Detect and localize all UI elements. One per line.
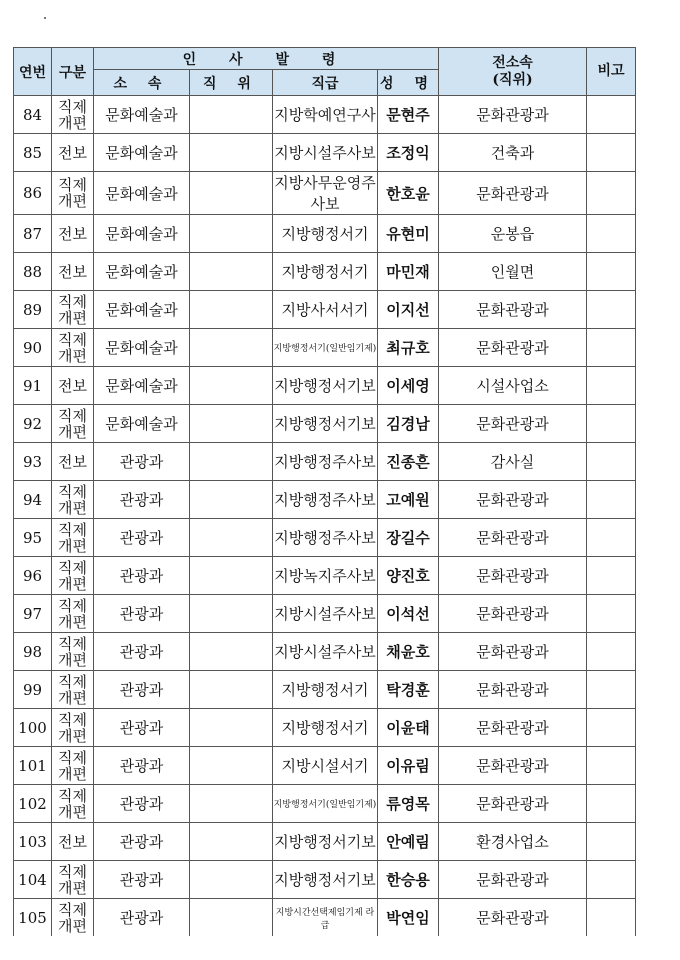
row-remark: [587, 633, 636, 671]
row-remark: [587, 823, 636, 861]
row-seq: 99: [14, 671, 52, 709]
row-grade: 지방행정주사보: [273, 481, 378, 519]
row-kind-line: 개편: [58, 612, 87, 631]
row-grade: 지방행정서기보: [273, 861, 378, 899]
row-kind-line: 전보: [58, 452, 87, 471]
row-remark: [587, 443, 636, 481]
row-remark: [587, 405, 636, 443]
row-unit: 관광과: [94, 709, 190, 747]
row-remark: [587, 861, 636, 899]
row-previous-unit: 문화관광과: [439, 405, 587, 443]
table-row: [14, 595, 636, 633]
row-name: 이세영: [378, 367, 439, 405]
header-seq: 연번: [14, 48, 52, 96]
row-remark: [587, 253, 636, 291]
row-position: [190, 633, 273, 671]
row-unit: 관광과: [94, 823, 190, 861]
row-name: 이지선: [378, 291, 439, 329]
row-seq: 94: [14, 481, 52, 519]
row-position: [190, 557, 273, 595]
row-previous-unit: 인월면: [439, 253, 587, 291]
row-name: 조정익: [378, 134, 439, 172]
row-previous-unit: 문화관광과: [439, 671, 587, 709]
row-position: [190, 291, 273, 329]
row-position: [190, 96, 273, 134]
row-seq: 103: [14, 823, 52, 861]
row-kind-line: 개편: [58, 726, 87, 745]
row-seq: 86: [14, 172, 52, 215]
row-seq: 97: [14, 595, 52, 633]
table-row: [14, 291, 636, 329]
row-name: 이유림: [378, 747, 439, 785]
row-kind-line: 직제: [58, 748, 87, 767]
row-grade: 지방행정서기보: [273, 823, 378, 861]
row-remark: [587, 215, 636, 253]
header-position: 직 위: [190, 70, 273, 96]
row-name: 박연임: [378, 899, 439, 937]
row-kind: [52, 595, 94, 633]
row-previous-unit: 감사실: [439, 443, 587, 481]
row-remark: [587, 747, 636, 785]
table-row: [14, 709, 636, 747]
row-kind-line: 개편: [58, 536, 87, 555]
row-kind-line: 전보: [58, 143, 87, 162]
row-kind-line: 개편: [58, 802, 87, 821]
row-name: 장길수: [378, 519, 439, 557]
row-remark: [587, 519, 636, 557]
row-unit: 문화예술과: [94, 329, 190, 367]
row-seq: 87: [14, 215, 52, 253]
row-unit: 문화예술과: [94, 291, 190, 329]
row-kind: [52, 134, 94, 172]
row-kind-line: 개편: [58, 650, 87, 669]
row-kind-line: 직제: [58, 710, 87, 729]
row-position: [190, 823, 273, 861]
row-previous-unit: 문화관광과: [439, 899, 587, 937]
row-remark: [587, 481, 636, 519]
row-kind: [52, 861, 94, 899]
row-name: 류영목: [378, 785, 439, 823]
row-remark: [587, 291, 636, 329]
row-kind-line: 전보: [58, 262, 87, 281]
row-position: [190, 253, 273, 291]
row-position: [190, 481, 273, 519]
row-previous-unit: 문화관광과: [439, 96, 587, 134]
table-row: [14, 172, 636, 215]
row-grade: 지방행정서기보: [273, 367, 378, 405]
row-grade: 지방행정주사보: [273, 519, 378, 557]
table-row: [14, 899, 636, 937]
row-kind: [52, 899, 94, 937]
row-position: [190, 134, 273, 172]
row-seq: 84: [14, 96, 52, 134]
row-previous-unit: 문화관광과: [439, 172, 587, 215]
row-name: 고예원: [378, 481, 439, 519]
row-kind: [52, 747, 94, 785]
row-kind-line: 개편: [58, 498, 87, 517]
row-seq: 98: [14, 633, 52, 671]
row-kind-line: 개편: [58, 308, 87, 327]
table-row: [14, 253, 636, 291]
row-remark: [587, 671, 636, 709]
row-previous-unit: 문화관광과: [439, 861, 587, 899]
row-name: 진종흔: [378, 443, 439, 481]
row-kind-line: 직제: [58, 97, 87, 116]
row-kind-line: 개편: [58, 916, 87, 935]
row-previous-unit: 시설사업소: [439, 367, 587, 405]
row-kind: [52, 519, 94, 557]
row-kind: [52, 329, 94, 367]
row-previous-unit: 문화관광과: [439, 557, 587, 595]
row-unit: 관광과: [94, 785, 190, 823]
table-row: [14, 329, 636, 367]
row-seq: 85: [14, 134, 52, 172]
row-position: [190, 367, 273, 405]
row-unit: 문화예술과: [94, 96, 190, 134]
row-previous-unit: 문화관광과: [439, 329, 587, 367]
row-position: [190, 405, 273, 443]
row-kind: [52, 96, 94, 134]
row-kind: [52, 367, 94, 405]
row-grade: 지방행정서기: [273, 709, 378, 747]
row-kind: [52, 172, 94, 215]
row-kind-line: 전보: [58, 224, 87, 243]
row-name: 최규호: [378, 329, 439, 367]
row-kind-line: 직제: [58, 596, 87, 615]
row-kind-line: 직제: [58, 558, 87, 577]
row-kind: [52, 785, 94, 823]
row-seq: 102: [14, 785, 52, 823]
row-kind-line: 개편: [58, 688, 87, 707]
table-row: [14, 823, 636, 861]
row-grade: 지방시간선택제임기제 라급: [273, 899, 378, 937]
row-grade: 지방학예연구사: [273, 96, 378, 134]
row-seq: 91: [14, 367, 52, 405]
table-row: [14, 557, 636, 595]
row-position: [190, 785, 273, 823]
row-kind-line: 개편: [58, 574, 87, 593]
row-grade: 지방행정서기: [273, 215, 378, 253]
row-kind-line: 전보: [58, 832, 87, 851]
table-row: [14, 367, 636, 405]
header-kind: 구분: [52, 48, 94, 96]
row-kind-line: 직제: [58, 786, 87, 805]
row-seq: 88: [14, 253, 52, 291]
row-kind: [52, 671, 94, 709]
row-kind: [52, 405, 94, 443]
row-kind: [52, 253, 94, 291]
row-remark: [587, 134, 636, 172]
row-grade: 지방행정서기: [273, 253, 378, 291]
row-name: 김경남: [378, 405, 439, 443]
row-kind-line: 직제: [58, 900, 87, 919]
row-grade: 지방행정서기: [273, 671, 378, 709]
row-remark: [587, 96, 636, 134]
row-kind: [52, 823, 94, 861]
row-unit: 문화예술과: [94, 367, 190, 405]
row-kind: [52, 215, 94, 253]
row-unit: 관광과: [94, 633, 190, 671]
row-kind-line: 직제: [58, 482, 87, 501]
row-name: 한호윤: [378, 172, 439, 215]
row-position: [190, 595, 273, 633]
row-seq: 100: [14, 709, 52, 747]
row-kind-line: 직제: [58, 292, 87, 311]
row-previous-unit: 문화관광과: [439, 481, 587, 519]
row-name: 유현미: [378, 215, 439, 253]
row-grade: 지방행정서기(일반임기제): [273, 785, 378, 823]
row-grade: 지방사서서기: [273, 291, 378, 329]
personnel-table: [13, 47, 636, 936]
row-remark: [587, 899, 636, 937]
row-unit: 관광과: [94, 557, 190, 595]
row-remark: [587, 329, 636, 367]
table-row: [14, 785, 636, 823]
row-kind: [52, 709, 94, 747]
row-kind: [52, 291, 94, 329]
row-name: 이윤태: [378, 709, 439, 747]
row-name: 양진호: [378, 557, 439, 595]
row-remark: [587, 709, 636, 747]
header-remarks: 비고: [587, 48, 636, 96]
row-name: 한승용: [378, 861, 439, 899]
row-unit: 문화예술과: [94, 215, 190, 253]
row-name: 이석선: [378, 595, 439, 633]
row-kind: [52, 481, 94, 519]
table-row: [14, 96, 636, 134]
row-unit: 문화예술과: [94, 172, 190, 215]
row-kind-line: 개편: [58, 764, 87, 783]
row-unit: 관광과: [94, 519, 190, 557]
row-seq: 101: [14, 747, 52, 785]
row-position: [190, 671, 273, 709]
scan-speck: [44, 17, 46, 19]
header-previous-unit-line2: (직위): [492, 71, 533, 88]
table-row: [14, 443, 636, 481]
row-seq: 90: [14, 329, 52, 367]
header-appointment-group: 인 사 발 령: [94, 48, 439, 70]
row-position: [190, 172, 273, 215]
row-name: 마민재: [378, 253, 439, 291]
row-unit: 관광과: [94, 899, 190, 937]
table-row: [14, 747, 636, 785]
header-grade: 직급: [273, 70, 378, 96]
row-previous-unit: 환경사업소: [439, 823, 587, 861]
row-position: [190, 329, 273, 367]
table-row: [14, 861, 636, 899]
row-name: 채윤호: [378, 633, 439, 671]
row-grade: 지방시설서기: [273, 747, 378, 785]
row-unit: 관광과: [94, 747, 190, 785]
row-kind-line: 직제: [58, 862, 87, 881]
row-position: [190, 519, 273, 557]
row-grade: 지방사무운영주사보: [273, 172, 378, 215]
row-kind-line: 개편: [58, 346, 87, 365]
row-previous-unit: 운봉읍: [439, 215, 587, 253]
table-row: [14, 481, 636, 519]
row-kind-line: 개편: [58, 878, 87, 897]
row-previous-unit: 건축과: [439, 134, 587, 172]
row-position: [190, 899, 273, 937]
row-kind-line: 직제: [58, 520, 87, 539]
table-row: [14, 134, 636, 172]
row-previous-unit: 문화관광과: [439, 595, 587, 633]
row-grade: 지방녹지주사보: [273, 557, 378, 595]
row-kind-line: 직제: [58, 634, 87, 653]
row-unit: 관광과: [94, 595, 190, 633]
row-remark: [587, 785, 636, 823]
row-position: [190, 443, 273, 481]
header-unit: 소 속: [94, 70, 190, 96]
row-remark: [587, 172, 636, 215]
row-seq: 92: [14, 405, 52, 443]
row-kind-line: 개편: [58, 422, 87, 441]
row-position: [190, 709, 273, 747]
row-previous-unit: 문화관광과: [439, 633, 587, 671]
row-unit: 관광과: [94, 861, 190, 899]
row-seq: 95: [14, 519, 52, 557]
row-unit: 문화예술과: [94, 405, 190, 443]
row-kind-line: 직제: [58, 330, 87, 349]
table-header: [14, 48, 636, 96]
row-remark: [587, 595, 636, 633]
row-position: [190, 861, 273, 899]
header-name: 성 명: [378, 70, 439, 96]
row-seq: 93: [14, 443, 52, 481]
row-unit: 관광과: [94, 671, 190, 709]
row-previous-unit: 문화관광과: [439, 747, 587, 785]
row-unit: 관광과: [94, 443, 190, 481]
row-grade: 지방행정서기보: [273, 405, 378, 443]
table-row: [14, 215, 636, 253]
row-remark: [587, 367, 636, 405]
row-name: 안예림: [378, 823, 439, 861]
row-unit: 문화예술과: [94, 253, 190, 291]
row-grade: 지방시설주사보: [273, 633, 378, 671]
row-previous-unit: 문화관광과: [439, 291, 587, 329]
table-row: [14, 405, 636, 443]
row-unit: 문화예술과: [94, 134, 190, 172]
table-row: [14, 519, 636, 557]
row-remark: [587, 557, 636, 595]
header-previous-unit: [439, 48, 587, 96]
row-name: 탁경훈: [378, 671, 439, 709]
row-grade: 지방행정서기(일반임기제): [273, 329, 378, 367]
row-position: [190, 747, 273, 785]
row-name: 문현주: [378, 96, 439, 134]
row-kind: [52, 443, 94, 481]
header-previous-unit-line1: 전소속: [492, 54, 533, 71]
row-previous-unit: 문화관광과: [439, 785, 587, 823]
table-row: [14, 671, 636, 709]
row-grade: 지방행정주사보: [273, 443, 378, 481]
table-row: [14, 633, 636, 671]
row-position: [190, 215, 273, 253]
row-previous-unit: 문화관광과: [439, 709, 587, 747]
row-kind-line: 직제: [58, 406, 87, 425]
row-kind-line: 개편: [58, 113, 87, 132]
row-kind-line: 전보: [58, 376, 87, 395]
row-seq: 104: [14, 861, 52, 899]
row-previous-unit: 문화관광과: [439, 519, 587, 557]
row-kind-line: 개편: [58, 192, 87, 210]
row-kind: [52, 557, 94, 595]
row-seq: 105: [14, 899, 52, 937]
row-kind-line: 직제: [58, 176, 87, 194]
row-seq: 96: [14, 557, 52, 595]
row-grade: 지방시설주사보: [273, 595, 378, 633]
table-body: [14, 96, 636, 937]
row-kind-line: 직제: [58, 672, 87, 691]
row-kind: [52, 633, 94, 671]
row-unit: 관광과: [94, 481, 190, 519]
row-grade: 지방시설주사보: [273, 134, 378, 172]
row-seq: 89: [14, 291, 52, 329]
